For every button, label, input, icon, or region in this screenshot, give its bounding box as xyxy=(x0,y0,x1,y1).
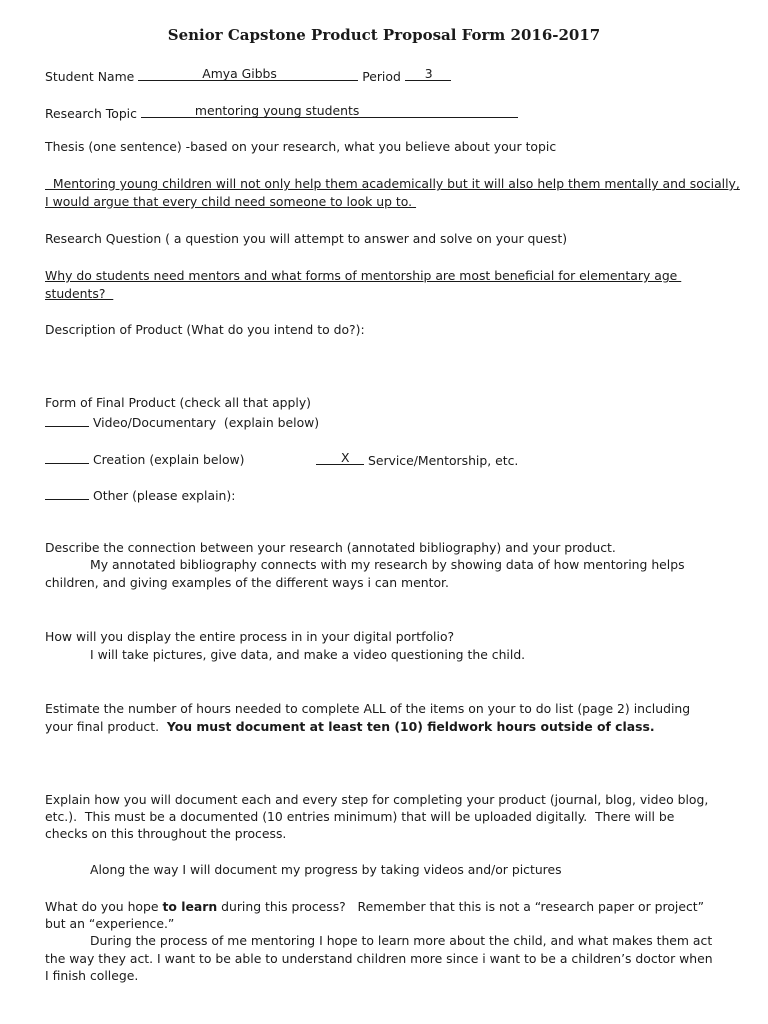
research-question-answer-line1: Why do students need mentors and what forms of mentorship are most beneficial for elementary age xyxy=(45,268,682,283)
creation-option xyxy=(45,449,245,468)
research-topic-row xyxy=(45,102,518,122)
other-checkbox-blank[interactable] xyxy=(45,485,89,500)
hours-prompt-plain: your final product. xyxy=(45,719,167,734)
document-prompt-line1: Explain how you will document each and every step for completing your product (journal, blog, video blog, xyxy=(45,792,709,807)
final-product-prompt: Form of Final Product (check all that apply) xyxy=(45,395,312,410)
period-field[interactable] xyxy=(405,65,451,81)
document-answer: Along the way I will document my progress by taking videos and/or pictures xyxy=(90,862,562,877)
period-label: Period xyxy=(362,69,401,84)
other-option xyxy=(45,485,235,504)
learn-prompt-line1 xyxy=(45,898,704,915)
service-check-mark: X xyxy=(341,450,350,465)
student-name-value: Amya Gibbs xyxy=(202,66,277,81)
form-title: Senior Capstone Product Proposal Form 2016-2017 xyxy=(167,26,601,44)
research-topic-value: mentoring young students xyxy=(194,103,360,118)
creation-option-label: Creation (explain below) xyxy=(92,452,245,467)
hours-prompt-line1: Estimate the number of hours needed to complete ALL of the items on your to do list (page 2) including xyxy=(45,701,691,716)
display-prompt: How will you display the entire process in in your digital portfolio? xyxy=(45,629,455,644)
student-name-field[interactable] xyxy=(138,65,358,81)
period-value: 3 xyxy=(424,66,433,81)
student-name-label: Student Name xyxy=(45,69,135,84)
research-question-prompt: Research Question ( a question you will attempt to answer and solve on your quest) xyxy=(45,231,568,246)
learn-prompt-bold: to learn xyxy=(162,899,218,914)
video-option xyxy=(45,412,319,431)
learn-answer-line1: During the process of me mentoring I hope to learn more about the child, and what makes them act xyxy=(90,933,713,948)
learn-answer-line2: the way they act. I want to be able to understand children more since i want to be a children’s doctor when xyxy=(45,951,713,966)
display-answer: I will take pictures, give data, and make a video questioning the child. xyxy=(90,647,526,662)
thesis-prompt: Thesis (one sentence) -based on your research, what you believe about your topic xyxy=(45,139,557,154)
document-prompt-line3: checks on this throughout the process. xyxy=(45,826,287,841)
creation-checkbox-blank[interactable] xyxy=(45,449,89,464)
learn-prompt-part1: What do you hope xyxy=(45,899,163,914)
service-option xyxy=(316,449,518,469)
thesis-answer-line2: I would argue that every child need someone to look up to. xyxy=(45,194,417,209)
other-option-label: Other (please explain): xyxy=(92,488,236,503)
student-row xyxy=(45,65,451,85)
description-prompt: Description of Product (What do you intend to do?): xyxy=(45,322,365,337)
learn-prompt-line2: but an “experience.” xyxy=(45,916,175,931)
research-topic-field[interactable] xyxy=(141,102,518,118)
learn-prompt-part2: during this process? Remember that this is not a “research paper or project” xyxy=(217,899,705,914)
service-option-label: Service/Mentorship, etc. xyxy=(367,453,519,468)
connection-prompt: Describe the connection between your research (annotated bibliography) and your product. xyxy=(45,540,616,555)
research-topic-label: Research Topic xyxy=(45,106,137,121)
connection-answer-line1: My annotated bibliography connects with my research by showing data of how mentoring helps xyxy=(90,557,685,572)
hours-prompt-line2 xyxy=(45,718,655,735)
document-prompt-line2: etc.). This must be a documented (10 entries minimum) that will be uploaded digitally. There will be xyxy=(45,809,675,824)
research-question-answer-line2: students? xyxy=(45,286,114,301)
video-checkbox-blank[interactable] xyxy=(45,412,89,427)
video-option-label: Video/Documentary (explain below) xyxy=(92,415,320,430)
hours-requirement: You must document at least ten (10) fieldwork hours outside of class. xyxy=(166,719,655,734)
thesis-answer-line1: Mentoring young children will not only help them academically but it will also help them mentally and socially, xyxy=(45,176,740,191)
connection-answer-line2: children, and giving examples of the different ways i can mentor. xyxy=(45,575,449,590)
service-checkbox-blank[interactable] xyxy=(316,449,364,465)
learn-answer-line3: I finish college. xyxy=(45,968,139,983)
